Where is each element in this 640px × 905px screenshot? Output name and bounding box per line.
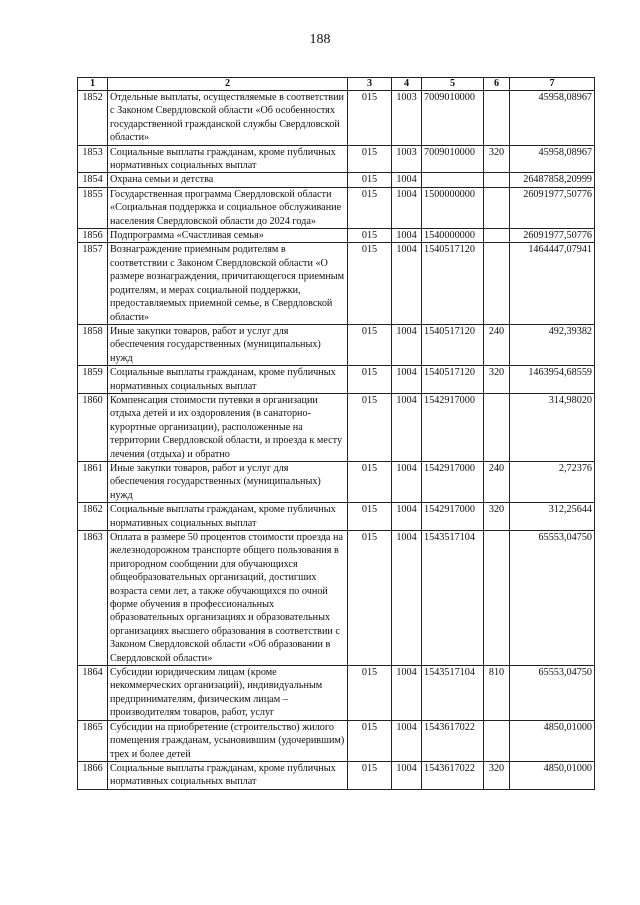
row-name: Иные закупки товаров, работ и услуг для обеспечения государственных (муниципальных) нужд — [108, 324, 348, 365]
table-row — [78, 91, 595, 146]
row-target-code — [422, 173, 484, 187]
table-row — [78, 720, 595, 761]
row-name: Компенсация стоимости путевки в организации отдыха детей и их оздоровления (в санаторно-курортные организации), расположенные на территории Свердловской области, и проезда к месту лечения (отдыха) и обратно — [108, 393, 348, 461]
row-name: Субсидии на приобретение (строительство) жилого помещения гражданам, усыновившим (удочерившим) трех и более детей — [108, 720, 348, 761]
header-col-2: 2 — [108, 78, 348, 91]
row-section-code: 1003 — [392, 91, 422, 146]
row-ved-code: 015 — [348, 187, 392, 228]
row-name: Субсидии юридическим лицам (кроме некоммерческих организаций), индивидуальным предпринимателям, физическим лицам – производителям товаров, работ, услуг — [108, 666, 348, 721]
row-target-code: 7009010000 — [422, 145, 484, 173]
budget-table — [77, 77, 595, 790]
row-section-code: 1004 — [392, 503, 422, 531]
row-number: 1853 — [78, 145, 108, 173]
row-ved-code: 015 — [348, 666, 392, 721]
row-target-code: 1540517120 — [422, 324, 484, 365]
row-section-code: 1004 — [392, 187, 422, 228]
row-expense-type: 320 — [484, 503, 510, 531]
row-expense-type — [484, 531, 510, 666]
row-amount: 1463954,68559 — [510, 366, 595, 394]
row-amount: 312,25644 — [510, 503, 595, 531]
row-name: Подпрограмма «Счастливая семья» — [108, 229, 348, 243]
row-number: 1857 — [78, 243, 108, 324]
row-name: Оплата в размере 50 процентов стоимости проезда на железнодорожном транспорте общего пользования в пригородном сообщении для обучающихся общеобразовательных организаций, достигших возраста семи лет, а также обучающихся по очной форме обучения в профессиональных образовательных организациях и образовательных организациях высшего образования в соответствии с Законом Свердловской области «Об образовании в Свердловской области» — [108, 531, 348, 666]
table-row — [78, 324, 595, 365]
row-target-code: 1543517104 — [422, 666, 484, 721]
row-amount: 26091977,50776 — [510, 229, 595, 243]
row-expense-type — [484, 187, 510, 228]
row-name: Охрана семьи и детства — [108, 173, 348, 187]
row-amount: 45958,08967 — [510, 145, 595, 173]
header-col-1: 1 — [78, 78, 108, 91]
row-expense-type — [484, 91, 510, 146]
header-col-6: 6 — [484, 78, 510, 91]
row-expense-type: 320 — [484, 761, 510, 789]
row-expense-type: 320 — [484, 145, 510, 173]
row-name: Социальные выплаты гражданам, кроме публичных нормативных социальных выплат — [108, 761, 348, 789]
row-expense-type — [484, 243, 510, 324]
row-section-code: 1004 — [392, 666, 422, 721]
row-expense-type: 240 — [484, 461, 510, 502]
row-name: Отдельные выплаты, осуществляемые в соответствии с Законом Свердловской области «Об особенностях государственной гражданской службы Свердловской области» — [108, 91, 348, 146]
page-number: 188 — [309, 32, 331, 47]
row-amount: 65553,04750 — [510, 531, 595, 666]
row-ved-code: 015 — [348, 461, 392, 502]
row-name: Иные закупки товаров, работ и услуг для обеспечения государственных (муниципальных) нужд — [108, 461, 348, 502]
table-row — [78, 393, 595, 461]
row-name: Государственная программа Свердловской области «Социальная поддержка и социальное обслуживание населения Свердловской области до 2024 года» — [108, 187, 348, 228]
table-row — [78, 666, 595, 721]
row-number: 1862 — [78, 503, 108, 531]
row-ved-code: 015 — [348, 531, 392, 666]
row-amount: 26487858,20999 — [510, 173, 595, 187]
row-ved-code: 015 — [348, 243, 392, 324]
row-number: 1863 — [78, 531, 108, 666]
table-row — [78, 229, 595, 243]
row-ved-code: 015 — [348, 173, 392, 187]
row-number: 1864 — [78, 666, 108, 721]
row-amount: 492,39382 — [510, 324, 595, 365]
row-name: Вознаграждение приемным родителям в соответствии с Законом Свердловской области «О размере вознаграждения, причитающегося приемным родителям, и мерах социальной поддержки, предоставляемых приемной семье, в Свердловской области» — [108, 243, 348, 324]
row-section-code: 1004 — [392, 366, 422, 394]
row-target-code: 7009010000 — [422, 91, 484, 146]
row-amount: 4850,01000 — [510, 761, 595, 789]
table-row — [78, 173, 595, 187]
row-section-code: 1004 — [392, 461, 422, 502]
row-expense-type — [484, 229, 510, 243]
row-section-code: 1004 — [392, 229, 422, 243]
table-body — [78, 91, 595, 790]
row-expense-type: 320 — [484, 366, 510, 394]
row-ved-code: 015 — [348, 229, 392, 243]
row-section-code: 1004 — [392, 173, 422, 187]
header-row — [78, 78, 595, 91]
row-amount: 65553,04750 — [510, 666, 595, 721]
row-number: 1855 — [78, 187, 108, 228]
row-target-code: 1500000000 — [422, 187, 484, 228]
row-section-code: 1004 — [392, 393, 422, 461]
row-ved-code: 015 — [348, 503, 392, 531]
row-number: 1859 — [78, 366, 108, 394]
header-col-5: 5 — [422, 78, 484, 91]
table-row — [78, 366, 595, 394]
row-target-code: 1540517120 — [422, 243, 484, 324]
table-row — [78, 531, 595, 666]
row-section-code: 1004 — [392, 531, 422, 666]
row-expense-type: 810 — [484, 666, 510, 721]
row-section-code: 1004 — [392, 761, 422, 789]
row-amount: 45958,08967 — [510, 91, 595, 146]
row-number: 1865 — [78, 720, 108, 761]
row-ved-code: 015 — [348, 145, 392, 173]
row-amount: 314,98020 — [510, 393, 595, 461]
row-number: 1861 — [78, 461, 108, 502]
table-row — [78, 761, 595, 789]
table-row — [78, 145, 595, 173]
row-number: 1852 — [78, 91, 108, 146]
table-row — [78, 503, 595, 531]
row-target-code: 1543517104 — [422, 531, 484, 666]
row-target-code: 1542917000 — [422, 503, 484, 531]
row-section-code: 1003 — [392, 145, 422, 173]
row-number: 1860 — [78, 393, 108, 461]
row-amount: 26091977,50776 — [510, 187, 595, 228]
row-ved-code: 015 — [348, 393, 392, 461]
row-number: 1866 — [78, 761, 108, 789]
row-number: 1856 — [78, 229, 108, 243]
row-section-code: 1004 — [392, 324, 422, 365]
table-row — [78, 187, 595, 228]
row-number: 1858 — [78, 324, 108, 365]
row-expense-type — [484, 393, 510, 461]
header-col-7: 7 — [510, 78, 595, 91]
row-expense-type — [484, 720, 510, 761]
row-name: Социальные выплаты гражданам, кроме публичных нормативных социальных выплат — [108, 503, 348, 531]
row-amount: 2,72376 — [510, 461, 595, 502]
header-col-3: 3 — [348, 78, 392, 91]
row-target-code: 1540517120 — [422, 366, 484, 394]
row-target-code: 1543617022 — [422, 720, 484, 761]
row-target-code: 1543617022 — [422, 761, 484, 789]
row-name: Социальные выплаты гражданам, кроме публичных нормативных социальных выплат — [108, 145, 348, 173]
row-section-code: 1004 — [392, 720, 422, 761]
row-amount: 1464447,07941 — [510, 243, 595, 324]
row-section-code: 1004 — [392, 243, 422, 324]
row-target-code: 1540000000 — [422, 229, 484, 243]
row-target-code: 1542917000 — [422, 461, 484, 502]
row-expense-type — [484, 173, 510, 187]
row-ved-code: 015 — [348, 720, 392, 761]
row-ved-code: 015 — [348, 761, 392, 789]
row-ved-code: 015 — [348, 366, 392, 394]
row-amount: 4850,01000 — [510, 720, 595, 761]
row-number: 1854 — [78, 173, 108, 187]
table-row — [78, 243, 595, 324]
table-header — [78, 78, 595, 91]
row-ved-code: 015 — [348, 91, 392, 146]
header-col-4: 4 — [392, 78, 422, 91]
row-name: Социальные выплаты гражданам, кроме публичных нормативных социальных выплат — [108, 366, 348, 394]
row-target-code: 1542917000 — [422, 393, 484, 461]
row-ved-code: 015 — [348, 324, 392, 365]
table-row — [78, 461, 595, 502]
row-expense-type: 240 — [484, 324, 510, 365]
